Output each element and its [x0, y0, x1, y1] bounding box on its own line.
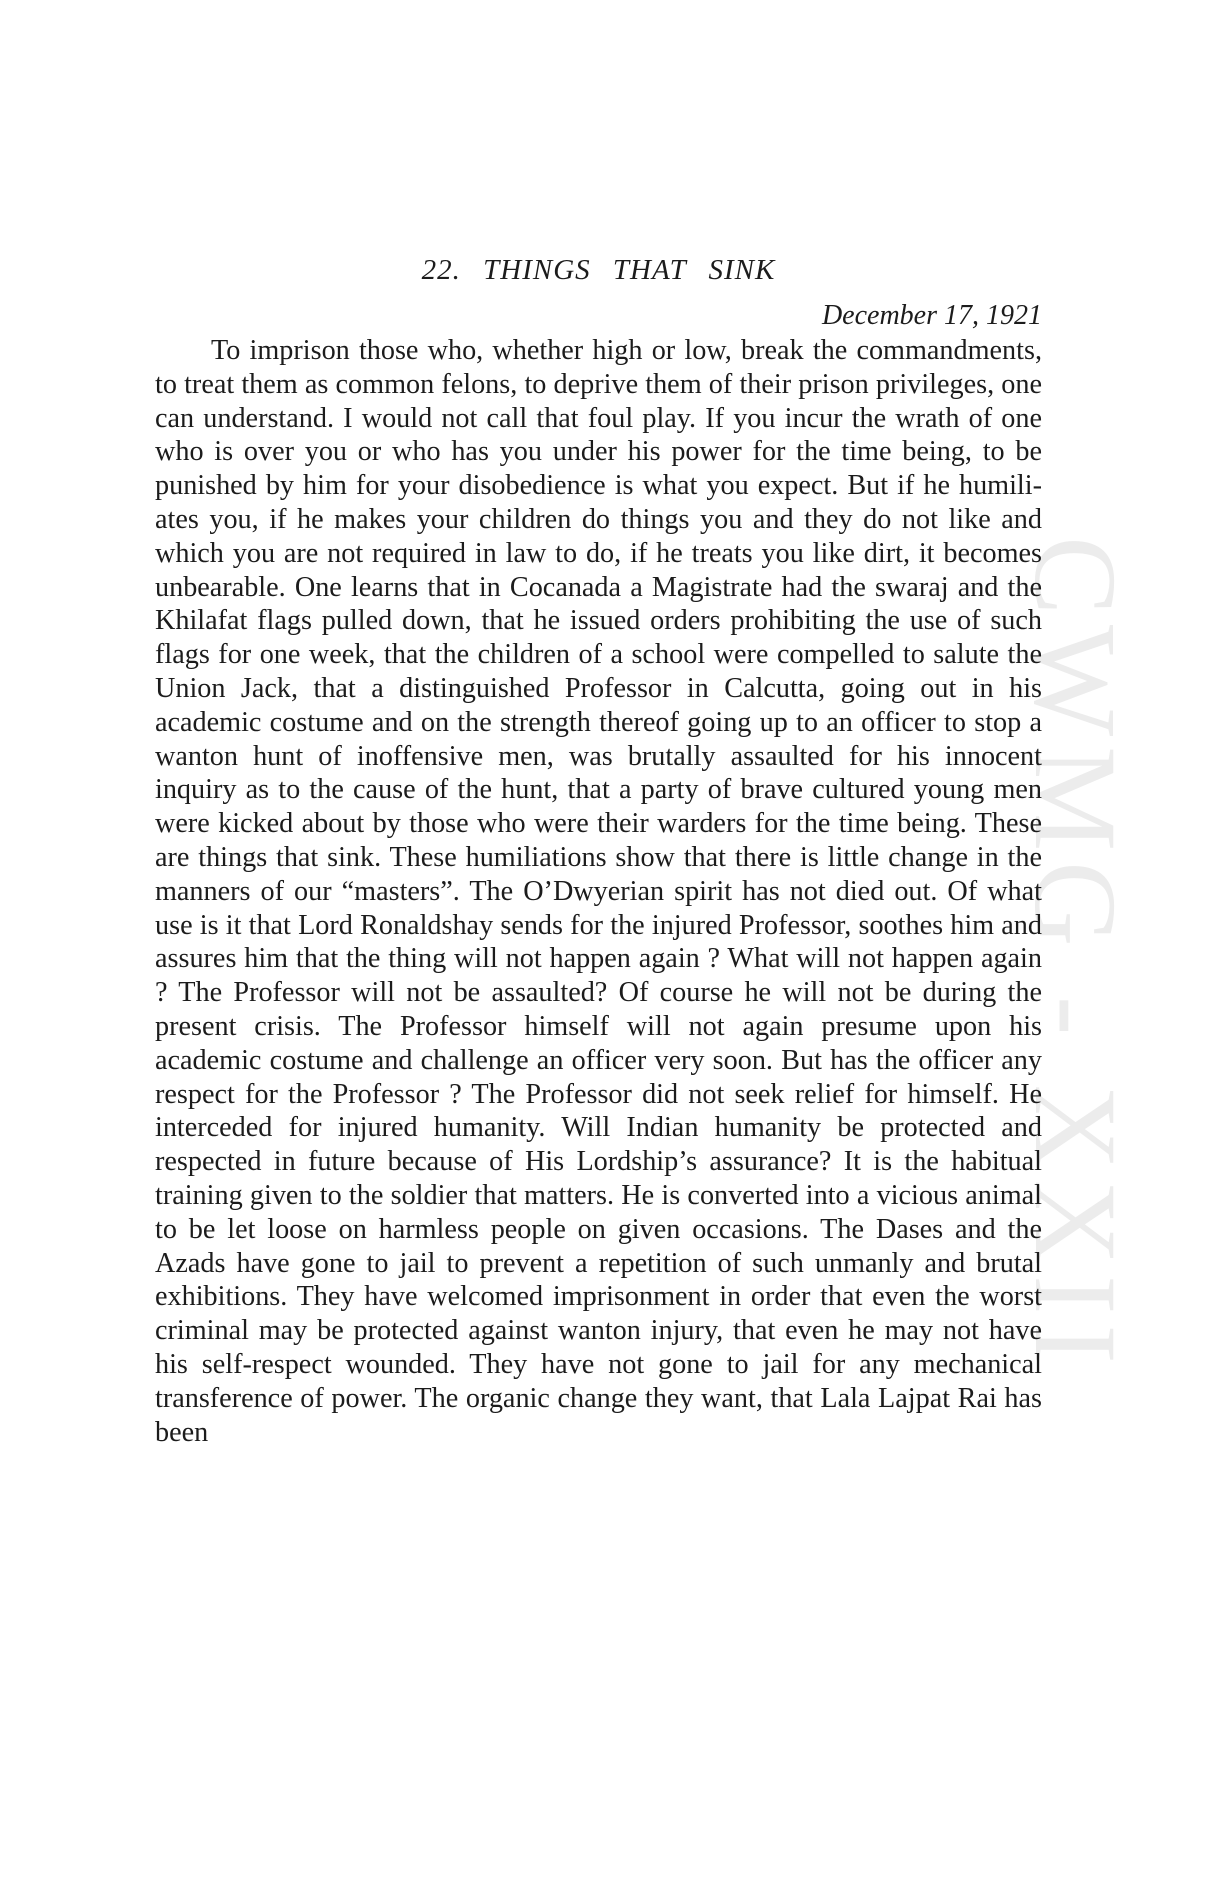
page	[155, 250, 1042, 1449]
watermark-text: CWMG - XXII	[1010, 536, 1142, 1374]
article-title: 22. THINGS THAT SINK	[421, 254, 776, 286]
article-date: December 17, 1921	[821, 300, 1042, 331]
article-body: To imprison those who, whether high or low, break the commandments, to treat them as common felons, to deprive them of their prison privileges, one can understand. I would not call that foul play. If you incur the wrath of one who is over you or who has you under his power for the time being, to be punished by him for your disobedience is what you expect. But if he humiliates you, if he makes your children do things you and they do not like and which you are not required in law to do, if he treats you like dirt, it becomes unbearable. One learns that in Cocanada a Magistrate had the swaraj and the Khilafat flags pulled down, that he issued orders prohibiting the use of such flags for one week, that the children of a school were compelled to salute the Union Jack, that a distinguished Professor in Calcutta, going out in his academic costume and on the strength thereof going up to an officer to stop a wanton hunt of inoffensive men, was brutally assaulted for his innocent inquiry as to the cause of the hunt, that a party of brave cultured young men were kicked about by those who were their warders for the time being. These are things that sink. These humiliations show that there is little change in the manners of our “masters”. The O’Dwyerian spirit has not died out. Of what use is it that Lord Ronaldshay sends for the injured Professor, soothes him and assures him that the thing will not happen again ? What will not happen again ? The Professor will not be assaulted? Of course he will not be during the present crisis. The Professor himself will not again presume upon his academic costume and challenge an officer very soon. But has the officer any respect for the Professor ? The Professor did not seek relief for himself. He interceded for injured humanity. Will Indian humanity be protected and respected in future because of His Lordship’s assurance? It is the habitual training given to the soldier that matters. He is converted into a vicious animal to be let loose on harmless people on given occasions. The Dases and the Azads have gone to jail to prevent a repetition of such unmanly and brutal exhibitions. They have welcomed imprisonment in order that even the worst criminal may be protected against wanton injury, that even he may not have his self-respect wounded. They have not gone to jail for any mechanical transference of power. The organic change they want, that Lala Lajpat Rai has been	[155, 335, 1042, 1448]
